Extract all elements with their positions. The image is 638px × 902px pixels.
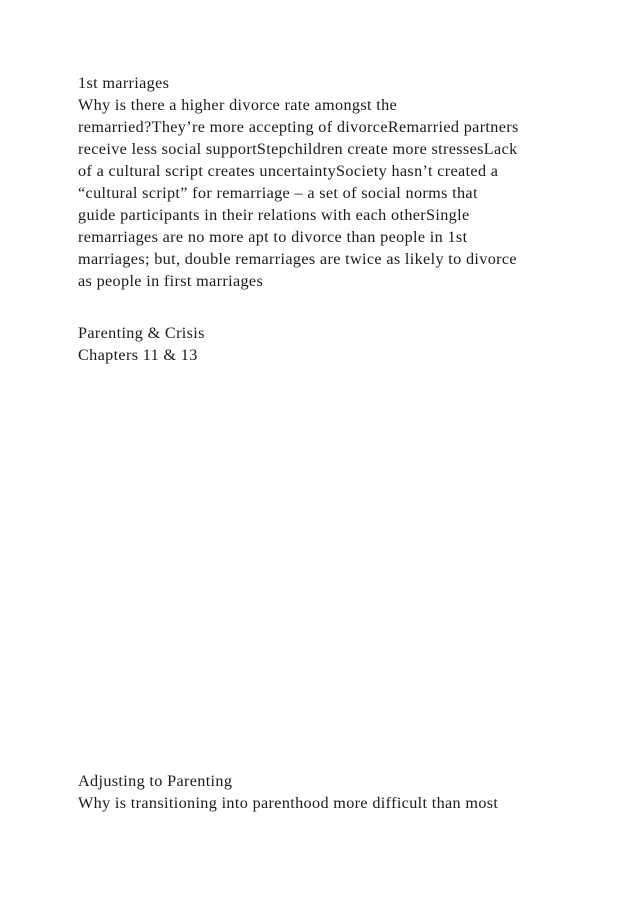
text-line: 1st marriages	[78, 74, 170, 92]
text-line: guide participants in their relations with each otherSingle	[78, 206, 470, 224]
text-line: Why is transitioning into parenthood more difficult than most	[78, 794, 499, 812]
section-subheading: Chapters 11 & 13	[78, 346, 198, 364]
text-line: of a cultural script creates uncertaintySociety hasn’t created a	[78, 162, 499, 180]
section-heading: Parenting & Crisis	[78, 324, 205, 342]
text-line: “cultural script” for remarriage – a set of social norms that	[78, 184, 478, 202]
section-heading: Adjusting to Parenting	[78, 772, 233, 790]
text-line: receive less social supportStepchildren create more stressesLack	[78, 140, 518, 158]
text-line: remarried?They’re more accepting of divorceRemarried partners	[78, 118, 519, 136]
text-line: marriages; but, double remarriages are twice as likely to divorce	[78, 250, 517, 268]
text-line: remarriages are no more apt to divorce than people in 1st	[78, 228, 468, 246]
text-line: Why is there a higher divorce rate amongst the	[78, 96, 398, 114]
text-line: as people in first marriages	[78, 272, 264, 290]
